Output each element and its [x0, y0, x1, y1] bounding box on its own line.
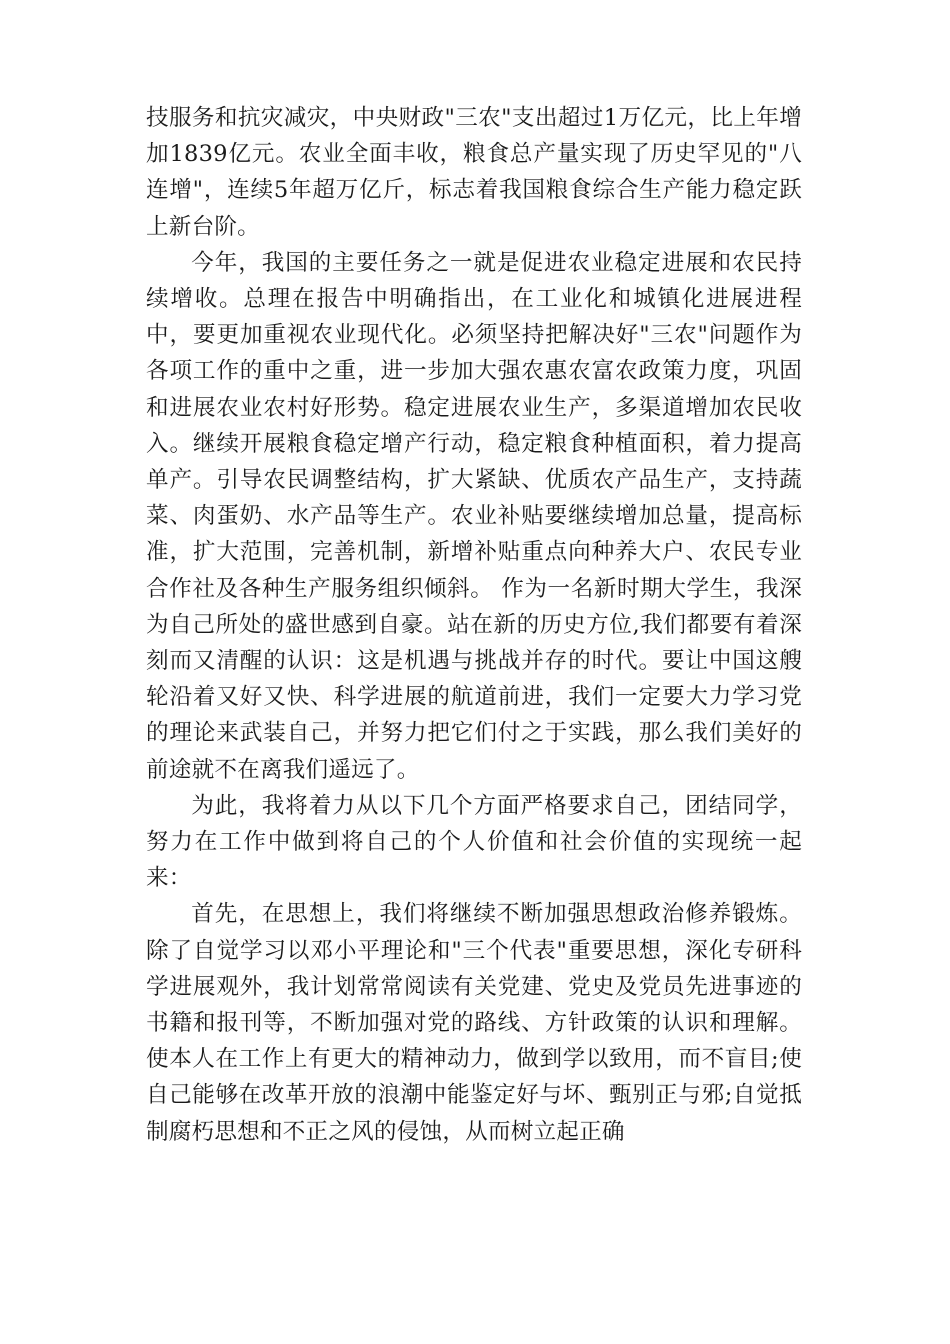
paragraph-1: 技服务和抗灾减灾，中央财政"三农"支出超过1万亿元，比上年增加1839亿元。农业全面丰收，粮食总产量实现了历史罕见的"八连增"，连续5年超万亿斤，标志着我国粮食综合生产能力稳定跃上新台阶。: [146, 105, 802, 240]
paragraph-2: 今年，我国的主要任务之一就是促进农业稳定进展和农民持续增收。总理在报告中明确指出，在工业化和城镇化进展进程中，要更加重视农业现代化。必须坚持把解决好"三农"问题作为各项工作的重中之重，进一步加大强农惠农富农政策力度，巩固和进展农业农村好形势。稳定进展农业生产，多渠道增加农民收入。继续开展粮食稳定增产行动，稳定粮食种植面积，着力提高单产。引导农民调整结构，扩大紧缺、优质农产品生产，支持蔬菜、肉蛋奶、水产品等生产。农业补贴要继续增加总量，提高标准，扩大范围，完善机制，新增补贴重点向种养大户、农民专业合作社及各种生产服务组织倾斜。 作为一名新时期大学生，我深为自己所处的盛世感到自豪。站在新的历史方位,我们都要有着深刻而又清醒的认识：这是机遇与挑战并存的时代。要让中国这艘轮沿着又好又快、科学进展的航道前进，我们一定要大力学习党的理论来武装自己，并努力把它们付之于实践，那么我们美好的前途就不在离我们遥远了。: [146, 249, 802, 783]
paragraph-4: 首先，在思想上，我们将继续不断加强思想政治修养锻炼。除了自觉学习以邓小平理论和"三个代表"重要思想，深化专研科学进展观外，我计划常常阅读有关党建、党史及党员先进事迹的书籍和报刊等，不断加强对党的路线、方针政策的认识和理解。使本人在工作上有更大的精神动力，做到学以致用，而不盲目;使自己能够在改革开放的浪潮中能鉴定好与坏、甄别正与邪;自觉抵制腐朽思想和不正之风的侵蚀，从而树立起正确: [146, 901, 802, 1145]
paragraph-3: 为此，我将着力从以下几个方面严格要求自己，团结同学，努力在工作中做到将自己的个人价值和社会价值的实现统一起来：: [146, 792, 802, 892]
document-body: [146, 100, 802, 1150]
